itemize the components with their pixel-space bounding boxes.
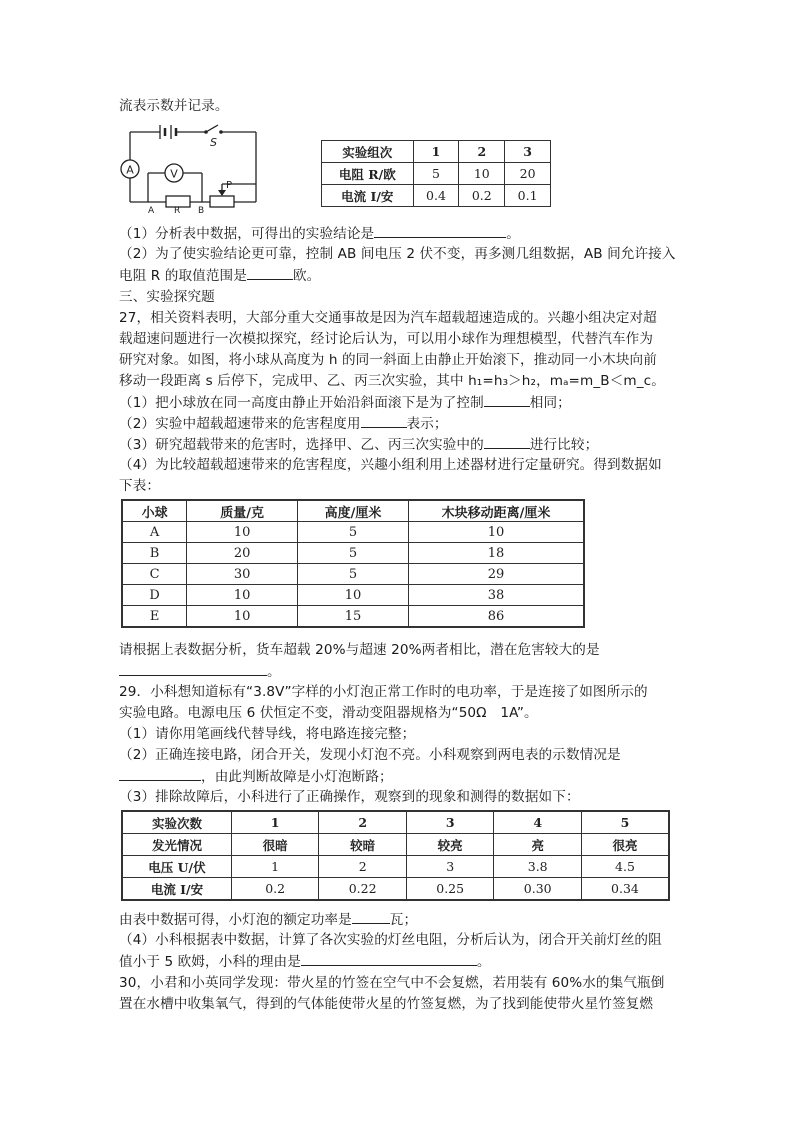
table-cell: 10 xyxy=(187,522,298,543)
table-row xyxy=(122,811,669,834)
table-row xyxy=(322,163,551,185)
table-cell: 发光情况 xyxy=(122,834,231,856)
table-row xyxy=(122,878,669,901)
table-cell: D xyxy=(122,585,187,606)
table-cell: 10 xyxy=(187,606,298,628)
slider-label: P xyxy=(226,180,233,191)
text-segment: （1）分析表中数据，可得出的实验结论是 xyxy=(119,226,375,242)
answer-blank[interactable] xyxy=(352,909,390,924)
table-cell: 0.2 xyxy=(231,878,319,901)
question-line xyxy=(119,265,320,286)
answer-blank[interactable] xyxy=(484,392,530,407)
table-cell: 4.5 xyxy=(581,856,669,878)
table-row xyxy=(122,856,669,878)
text-line: 29．小科想知道标有“3.8V”字样的小灯泡正常工作时的电功率，于是连接了如图所示的 xyxy=(119,684,648,700)
table-cell: 很暗 xyxy=(231,834,319,856)
table-cell: 29 xyxy=(408,564,584,585)
table-header-cell: 高度/厘米 xyxy=(298,500,409,522)
text-segment: 由表中数据可得，小灯泡的额定功率是 xyxy=(119,912,352,928)
table-row xyxy=(322,185,551,207)
text-line: （4）为比较超载超速带来的危害程度，兴趣小组利用上述器材进行定量研究。得到数据如 xyxy=(119,457,662,473)
text-line: 置在水槽中收集氧气，得到的气体能使带火星的竹签复燃，为了找到能使带火星竹签复燃 xyxy=(119,996,654,1012)
text-line: （2）为了使实验结论更可靠，控制 AB 间电压 2 伏不变，再多测几组数据，AB 间允许接入 xyxy=(119,246,676,262)
table-cell: 电流 I/安 xyxy=(122,878,231,901)
text-line: 流表示数并记录。 xyxy=(119,98,229,114)
question-line xyxy=(119,223,520,244)
table-cell: 10 xyxy=(459,163,505,185)
table-header-cell: 质量/克 xyxy=(187,500,298,522)
text-segment: 相同； xyxy=(529,395,571,411)
table-cell: 较暗 xyxy=(319,834,407,856)
table-cell: 实验次数 xyxy=(122,811,231,834)
answer-blank[interactable] xyxy=(361,413,407,428)
answer-blank[interactable] xyxy=(247,265,293,280)
table-cell: C xyxy=(122,564,187,585)
table-cell: 0.2 xyxy=(459,185,505,207)
text-segment: 表示； xyxy=(406,416,448,432)
table-cell: 0.22 xyxy=(319,878,407,901)
table-cell: 实验组次 xyxy=(322,141,414,163)
question-line xyxy=(119,392,571,413)
resistor-label: R xyxy=(174,206,181,214)
table-header-row xyxy=(122,500,584,522)
table-cell: 10 xyxy=(187,585,298,606)
table-cell: 86 xyxy=(408,606,584,628)
table-cell: 3 xyxy=(406,856,494,878)
table-cell: 3.8 xyxy=(494,856,582,878)
table-cell: 5 xyxy=(581,811,669,834)
table-row xyxy=(122,834,669,856)
table-cell: 5 xyxy=(298,564,409,585)
table-cell: B xyxy=(122,543,187,564)
table-cell: 20 xyxy=(505,163,551,185)
table-cell: 较亮 xyxy=(406,834,494,856)
text-line: 下表： xyxy=(119,478,161,494)
ammeter-label: A xyxy=(126,163,134,177)
text-line: 载超速问题进行一次模拟探究，经讨论后认为，可以用小球作为理想模型，代替汽车作为 xyxy=(119,331,654,347)
table-cell: 4 xyxy=(494,811,582,834)
switch-blade xyxy=(206,125,218,132)
table-header-cell: 木块移动距离/厘米 xyxy=(408,500,584,522)
table-cell: 1 xyxy=(231,856,319,878)
table-row xyxy=(122,606,584,628)
text-segment: （1）把小球放在同一高度由静止开始沿斜面滚下是为了控制 xyxy=(119,395,484,411)
text-segment: 欧。 xyxy=(292,268,321,284)
question-line xyxy=(119,434,598,455)
answer-blank[interactable] xyxy=(119,661,267,676)
table-cell: 电流 I/安 xyxy=(322,185,414,207)
table-cell: 1 xyxy=(413,141,459,163)
table-row xyxy=(322,141,551,163)
table-cell: 5 xyxy=(298,522,409,543)
text-segment: 。 xyxy=(476,954,491,970)
table-row xyxy=(122,543,584,564)
voltmeter-label: V xyxy=(170,167,178,181)
lamp-data-table xyxy=(121,810,670,901)
table-cell: 0.1 xyxy=(505,185,551,207)
circuit-diagram xyxy=(118,122,268,214)
question-line xyxy=(119,661,281,682)
text-line: 30，小君和小英同学发现：带火星的竹签在空气中不会复燃，若用装有 60%水的集气瓶倒 xyxy=(119,975,665,991)
text-segment: 。 xyxy=(506,226,520,242)
text-segment: 。 xyxy=(267,664,281,680)
text-line: 实验电路。电源电压 6 伏恒定不变，滑动变阻器规格为“50Ω 1A”。 xyxy=(119,705,538,721)
text-line: （2）正确连接电路，闭合开关，发现小灯泡不亮。小科观察到两电表的示数情况是 xyxy=(119,747,621,763)
table-cell: 2 xyxy=(319,811,407,834)
table-cell: 0.30 xyxy=(494,878,582,901)
text-segment: （3）研究超载带来的危害时，选择甲、乙、丙三次实验中的 xyxy=(119,437,484,453)
text-line: （3）排除故障后，小科进行了正确操作，观察到的现象和测得的数据如下： xyxy=(119,789,580,805)
text-line: （1）请你用笔画线代替导线，将电路连接完整； xyxy=(119,726,416,742)
switch-label: S xyxy=(210,136,217,149)
node-a-label: A xyxy=(148,206,155,214)
table-cell: 38 xyxy=(408,585,584,606)
table-cell: 15 xyxy=(298,606,409,628)
table-cell: 5 xyxy=(413,163,459,185)
table-cell: 10 xyxy=(408,522,584,543)
answer-blank[interactable] xyxy=(484,434,530,449)
table-cell: 20 xyxy=(187,543,298,564)
section-heading: 三、实验探究题 xyxy=(119,289,215,305)
table-cell: 0.34 xyxy=(581,878,669,901)
answer-blank[interactable] xyxy=(301,951,477,966)
ball-experiment-table xyxy=(121,499,585,628)
text-line: 请根据上表数据分析，货车超载 20%与超速 20%两者相比，潜在危害较大的是 xyxy=(119,642,600,658)
text-line: （4）小科根据表中数据，计算了各次实验的灯丝电阻，分析后认为，闭合开关前灯丝的阻 xyxy=(119,932,662,948)
table-cell: A xyxy=(122,522,187,543)
node-b-label: B xyxy=(198,206,205,214)
table-cell: 1 xyxy=(231,811,319,834)
text-segment: 值小于 5 欧姆，小科的理由是 xyxy=(119,954,301,970)
answer-blank[interactable] xyxy=(119,766,201,781)
question-line xyxy=(119,951,491,972)
table-cell: E xyxy=(122,606,187,628)
table-cell: 电压 U/伏 xyxy=(122,856,231,878)
table-cell: 亮 xyxy=(494,834,582,856)
table-row xyxy=(122,585,584,606)
text-segment: 瓦； xyxy=(389,912,418,928)
table-cell: 0.25 xyxy=(406,878,494,901)
table-cell: 3 xyxy=(406,811,494,834)
table-cell: 2 xyxy=(459,141,505,163)
table-header-cell: 小球 xyxy=(122,500,187,522)
text-line: 27，相关资料表明，大部分重大交通事故是因为汽车超载超速造成的。兴趣小组决定对超 xyxy=(119,310,657,326)
table-row xyxy=(122,564,584,585)
table-cell: 10 xyxy=(298,585,409,606)
text-segment: 进行比较； xyxy=(529,437,599,453)
table-cell: 2 xyxy=(319,856,407,878)
rheostat xyxy=(210,196,234,207)
table-cell: 30 xyxy=(187,564,298,585)
text-line: 移动一段距离 s 后停下，完成甲、乙、丙三次实验，其中 h₁=h₃＞h₂，mₐ=m_B＜m_c。 xyxy=(119,373,665,389)
table-cell: 3 xyxy=(505,141,551,163)
text-segment: ，由此判断故障是小灯泡断路； xyxy=(201,769,393,785)
text-segment: 电阻 R 的取值范围是 xyxy=(119,268,247,284)
question-line xyxy=(119,909,417,930)
table-cell: 很亮 xyxy=(581,834,669,856)
question-line xyxy=(119,766,393,787)
table-cell: 18 xyxy=(408,543,584,564)
text-line: 研究对象。如图，将小球从高度为 h 的同一斜面上由静止开始滚下，推动同一小木块向前 xyxy=(119,352,657,368)
table-row xyxy=(122,522,584,543)
resistance-current-table xyxy=(321,140,551,207)
text-segment: （2）实验中超载超速带来的危害程度用 xyxy=(119,416,361,432)
question-line xyxy=(119,413,448,434)
answer-blank[interactable] xyxy=(374,223,506,238)
table-cell: 电阻 R/欧 xyxy=(322,163,414,185)
table-cell: 5 xyxy=(298,543,409,564)
table-cell: 0.4 xyxy=(413,185,459,207)
